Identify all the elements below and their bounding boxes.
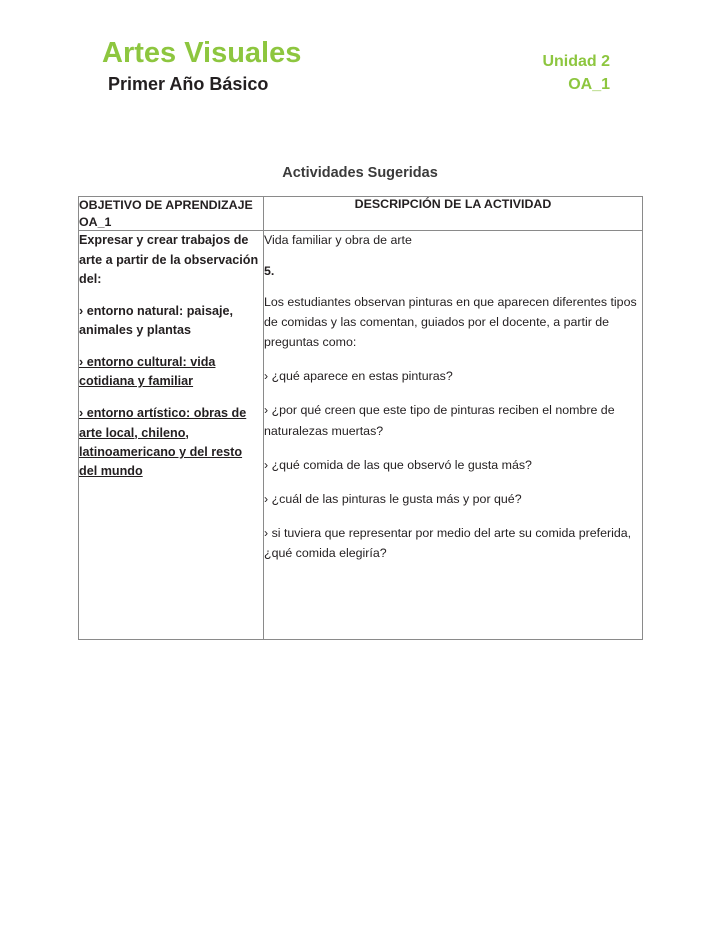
objective-cell	[79, 231, 264, 640]
section-heading: Actividades Sugeridas	[282, 165, 438, 181]
title-block	[102, 38, 301, 95]
activity-question-1: › ¿qué aparece en estas pinturas?	[264, 369, 453, 384]
table-header-row	[79, 197, 643, 231]
unit-label: Unidad 2	[542, 53, 610, 70]
activity-question-2: › ¿por qué creen que este tipo de pinturas reciben el nombre de naturalezas muertas?	[264, 403, 615, 438]
activity-question-4: › ¿cuál de las pinturas le gusta más y por qué?	[264, 491, 522, 506]
objective-bullet-cultural-text: › entorno cultural: vida cotidiana y familiar	[79, 355, 216, 389]
oa-label: OA_1	[568, 76, 610, 94]
document-header	[80, 38, 640, 118]
unit-block	[542, 50, 610, 96]
page-subtitle: Primer Año Básico	[108, 74, 269, 95]
table-row	[79, 231, 643, 640]
activities-table	[78, 196, 643, 640]
activity-number: 5.	[264, 264, 275, 279]
objective-bullet-cultural	[79, 353, 263, 391]
activity-intro: Los estudiantes observan pinturas en que aparecen diferentes tipos de comidas y las comentan, guiados por el docente, a partir de preguntas como:	[264, 295, 637, 350]
table-header-objective: OBJETIVO DE APRENDIZAJE OA_1	[79, 197, 264, 231]
page-title: Artes Visuales	[102, 37, 302, 69]
objective-bullet-artistico-text: › entorno artístico: obras de arte local, chileno, latinoamericano y del resto del mundo	[79, 406, 247, 478]
activity-title: Vida familiar y obra de arte	[264, 233, 412, 248]
objective-intro: Expresar y crear trabajos de arte a partir de la observación del:	[79, 233, 259, 286]
objective-bullet-natural-text: › entorno natural: paisaje, animales y plantas	[79, 303, 233, 338]
activity-cell	[264, 231, 643, 640]
activity-question-5: › si tuviera que representar por medio del arte su comida preferida, ¿qué comida elegiría?	[264, 525, 632, 560]
objective-bullet-natural	[79, 302, 263, 340]
activity-question-3: › ¿qué comida de las que observó le gusta más?	[264, 457, 532, 472]
objective-bullet-artistico	[79, 404, 263, 481]
table-header-description: DESCRIPCIÓN DE LA ACTIVIDAD	[264, 197, 643, 231]
